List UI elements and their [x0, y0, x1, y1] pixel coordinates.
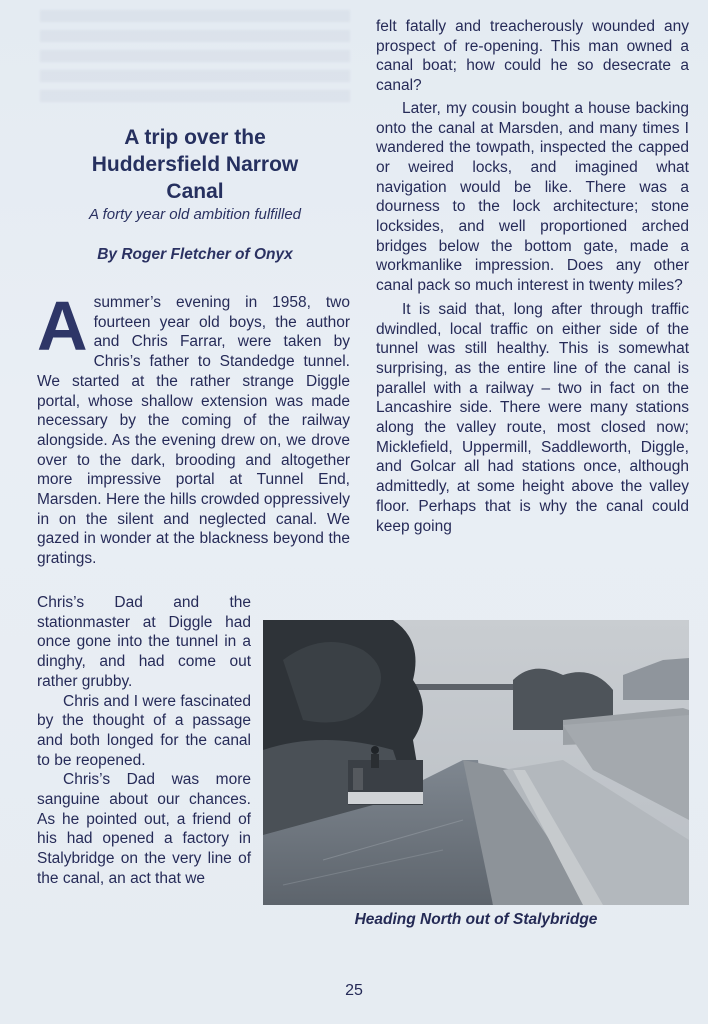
left-column-narrow — [37, 593, 251, 889]
title-line: A trip over the — [124, 126, 266, 149]
article-byline: By Roger Fletcher of Onyx — [97, 246, 293, 263]
title-line: Canal — [166, 180, 224, 203]
page-number: 25 — [345, 982, 363, 999]
photo-caption: Heading North out of Stalybridge — [354, 911, 598, 928]
left-column-wide — [37, 287, 350, 569]
drop-cap: A — [37, 287, 88, 365]
paragraph: Chris’s Dad and the stationmaster at Diggle had once gone into the tunnel in a dinghy, and had come out rather grubby. — [37, 594, 251, 690]
paragraph: It is said that, long after through traffic dwindled, local traffic on either side of the tunnel was still healthy. This is somewhat surprising, as the entire line of the canal is parallel with a railway – two in fact on the Lancashire side. There were many stations along the valley route, most closed now; Micklefield, Uppermill, Saddleworth, Diggle, and Golcar all had stations once, although admittedly, at some height above the valley floor. Perhaps that is why the canal could keep going — [376, 300, 689, 535]
article-subtitle: A forty year old ambition fulfilled — [88, 206, 302, 223]
title-line: Huddersfield Narrow — [91, 153, 299, 176]
paragraph: felt fatally and treacherously wounded any prospect of re-opening. This man owned a canal boat; how could he so desecrate a canal? — [376, 18, 689, 95]
paragraph-opening — [37, 287, 350, 569]
canal-photo-illustration — [263, 620, 689, 905]
paragraph-text: summer’s evening in 1958, two fourteen year old boys, the author and Chris Farrar, were taken by Chris’s father to Standedge tunnel. We started at the rather strange Diggle portal, whose shallow extension was made necessary by the coming of the railway alongside. As the evening drew on, we drove over to the dark, brooding and altogether more impressive portal at Tunnel End, Marsden. Here the hills crowded oppressively in on the silent and neglected canal. We gazed in wonder at the blackness beyond the gratings. — [37, 294, 350, 568]
right-column — [376, 17, 689, 536]
article-title — [40, 124, 350, 205]
paragraph: Chris and I were fascinated by the thought of a passage and both longed for the canal to be reopened. — [37, 692, 251, 769]
paragraph: Later, my cousin bought a house backing onto the canal at Marsden, and many times I wandered the towpath, inspected the capped or weired locks, and imagined what navigation would be like. There was a dourness to the lock architecture; stone locksides, and well proportioned arched bridges below the bottom gate, made a workmanlike impression. Does any other canal pack so much interest in twenty miles? — [376, 99, 689, 295]
show-through-text — [40, 10, 350, 110]
canal-photo — [263, 620, 689, 905]
paragraph: Chris’s Dad was more sanguine about our chances. As he pointed out, a friend of his had opened a factory in Stalybridge on the very line of the canal, an act that we — [37, 771, 251, 887]
